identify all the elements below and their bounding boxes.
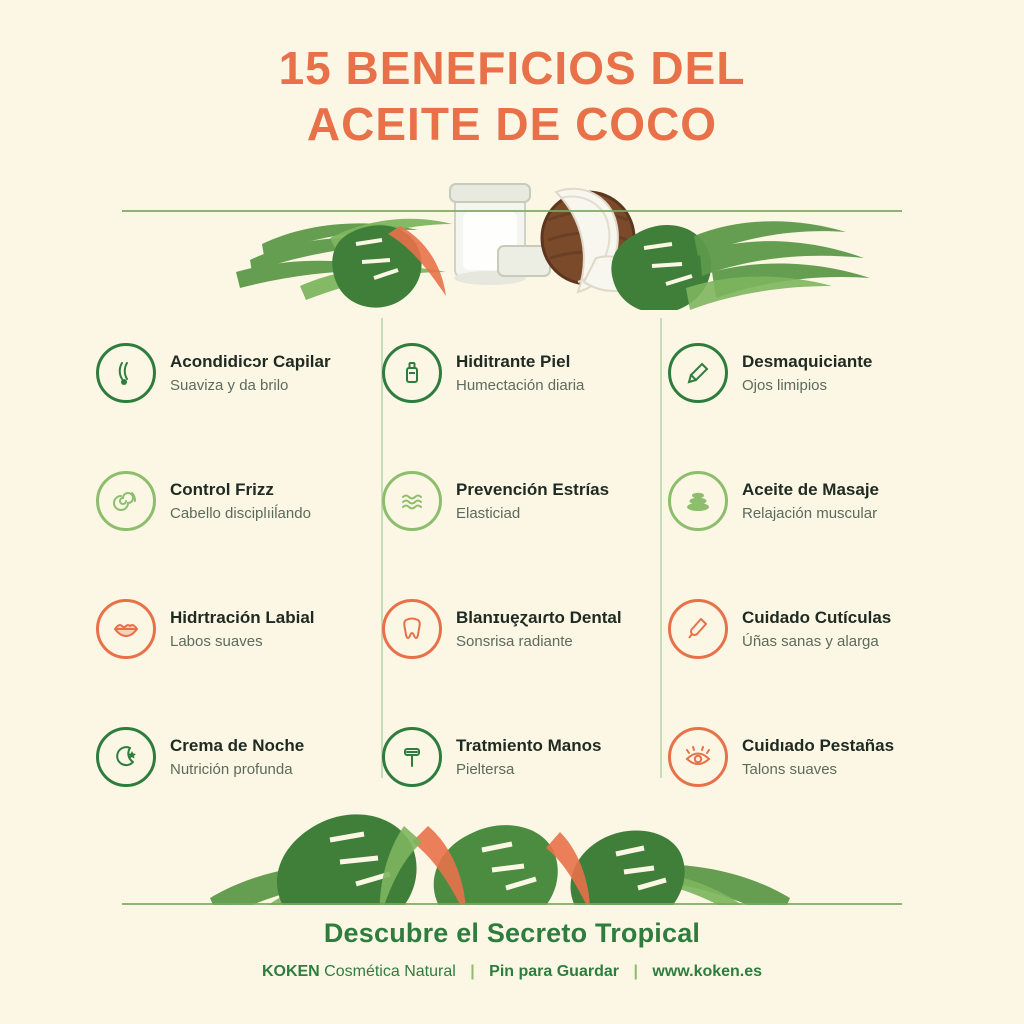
- separator-1: |: [470, 963, 475, 980]
- benefit-subtitle: Cabello disciplıiĺando: [170, 505, 311, 523]
- benefit-title: Desmaquiciante: [742, 351, 873, 371]
- footer: [0, 918, 1024, 981]
- pin-label: Pin para Guardar: [489, 963, 619, 980]
- benefit-subtitle: Elasticiad: [456, 505, 521, 523]
- benefit-subtitle: Humectación diaria: [456, 377, 585, 395]
- tooth-icon: [382, 599, 442, 659]
- moon-star-icon: [96, 727, 156, 787]
- benefits-grid: [96, 330, 936, 800]
- benefit-title: Cuidıado Pestañas: [742, 735, 895, 755]
- benefit-subtitle: Úñas sanas y alarga: [742, 633, 879, 651]
- benefit-title: Blanɪuȩɀaıɾto Dental: [456, 607, 622, 627]
- brand-descriptor: Cosmética Natural: [319, 963, 456, 980]
- makeup-brush-icon: [668, 343, 728, 403]
- footer-meta: [0, 963, 1024, 981]
- title-line-2: ACEITE DE COCO: [306, 98, 718, 151]
- title-line-1: 15 BENEFICIOS DEL: [278, 42, 746, 94]
- hot-stones-icon: [668, 471, 728, 531]
- tropical-leaves-illustration: [0, 780, 1024, 905]
- benefit-title: Crema de Noche: [170, 735, 305, 755]
- benefit-title: Hidrtración Labial: [170, 607, 315, 627]
- lotion-bottle-icon: [382, 343, 442, 403]
- benefit-subtitle: Nutrición profunda: [170, 761, 293, 779]
- divider-bottom: [122, 903, 902, 905]
- nail-polish-icon: [668, 599, 728, 659]
- eye-lash-icon: [668, 727, 728, 787]
- page-title: [0, 40, 1024, 152]
- benefit-item[interactable]: [382, 330, 650, 416]
- waves-icon: [382, 471, 442, 531]
- benefit-title: Hiditrante Piel: [456, 351, 571, 371]
- benefit-item[interactable]: [96, 458, 364, 544]
- benefit-subtitle: Labos suaves: [170, 633, 263, 651]
- hand-care-icon: [382, 727, 442, 787]
- lips-icon: [96, 599, 156, 659]
- benefit-subtitle: Relajación muscular: [742, 505, 878, 523]
- benefit-title: Acondidicɔr Capilar: [170, 351, 331, 371]
- brand-name: KOKEN: [261, 963, 320, 980]
- benefit-item[interactable]: [96, 330, 364, 416]
- benefit-item[interactable]: [668, 330, 936, 416]
- benefit-title: Cuidado Cutículas: [742, 607, 892, 627]
- separator-2: |: [633, 963, 638, 980]
- benefit-subtitle: Suaviza y da brilo: [170, 377, 289, 395]
- benefit-item[interactable]: [382, 586, 650, 672]
- benefit-subtitle: Ojos limipios: [742, 377, 828, 395]
- coconut-oil-jar-and-coconut-illustration: [0, 140, 1024, 310]
- hair-strand-icon: [96, 343, 156, 403]
- benefit-subtitle: Sonsrisa radiante: [456, 633, 573, 651]
- benefit-title: Control Frizz: [170, 479, 274, 499]
- benefit-subtitle: Talons suaves: [742, 761, 838, 779]
- benefit-title: Prevención Estrías: [456, 479, 610, 499]
- footer-tagline: Descubre el Secreto Tropical: [323, 918, 701, 948]
- website-url[interactable]: www.koken.es: [652, 963, 763, 980]
- benefit-item[interactable]: [382, 458, 650, 544]
- benefit-subtitle: Pieltersa: [456, 761, 515, 779]
- curl-spiral-icon: [96, 471, 156, 531]
- benefit-title: Tratmiento Manos: [456, 735, 602, 755]
- benefit-item[interactable]: [96, 586, 364, 672]
- benefit-item[interactable]: [668, 586, 936, 672]
- benefit-item[interactable]: [668, 458, 936, 544]
- benefit-title: Aceite de Masaje: [742, 479, 880, 499]
- divider-top: [122, 210, 902, 212]
